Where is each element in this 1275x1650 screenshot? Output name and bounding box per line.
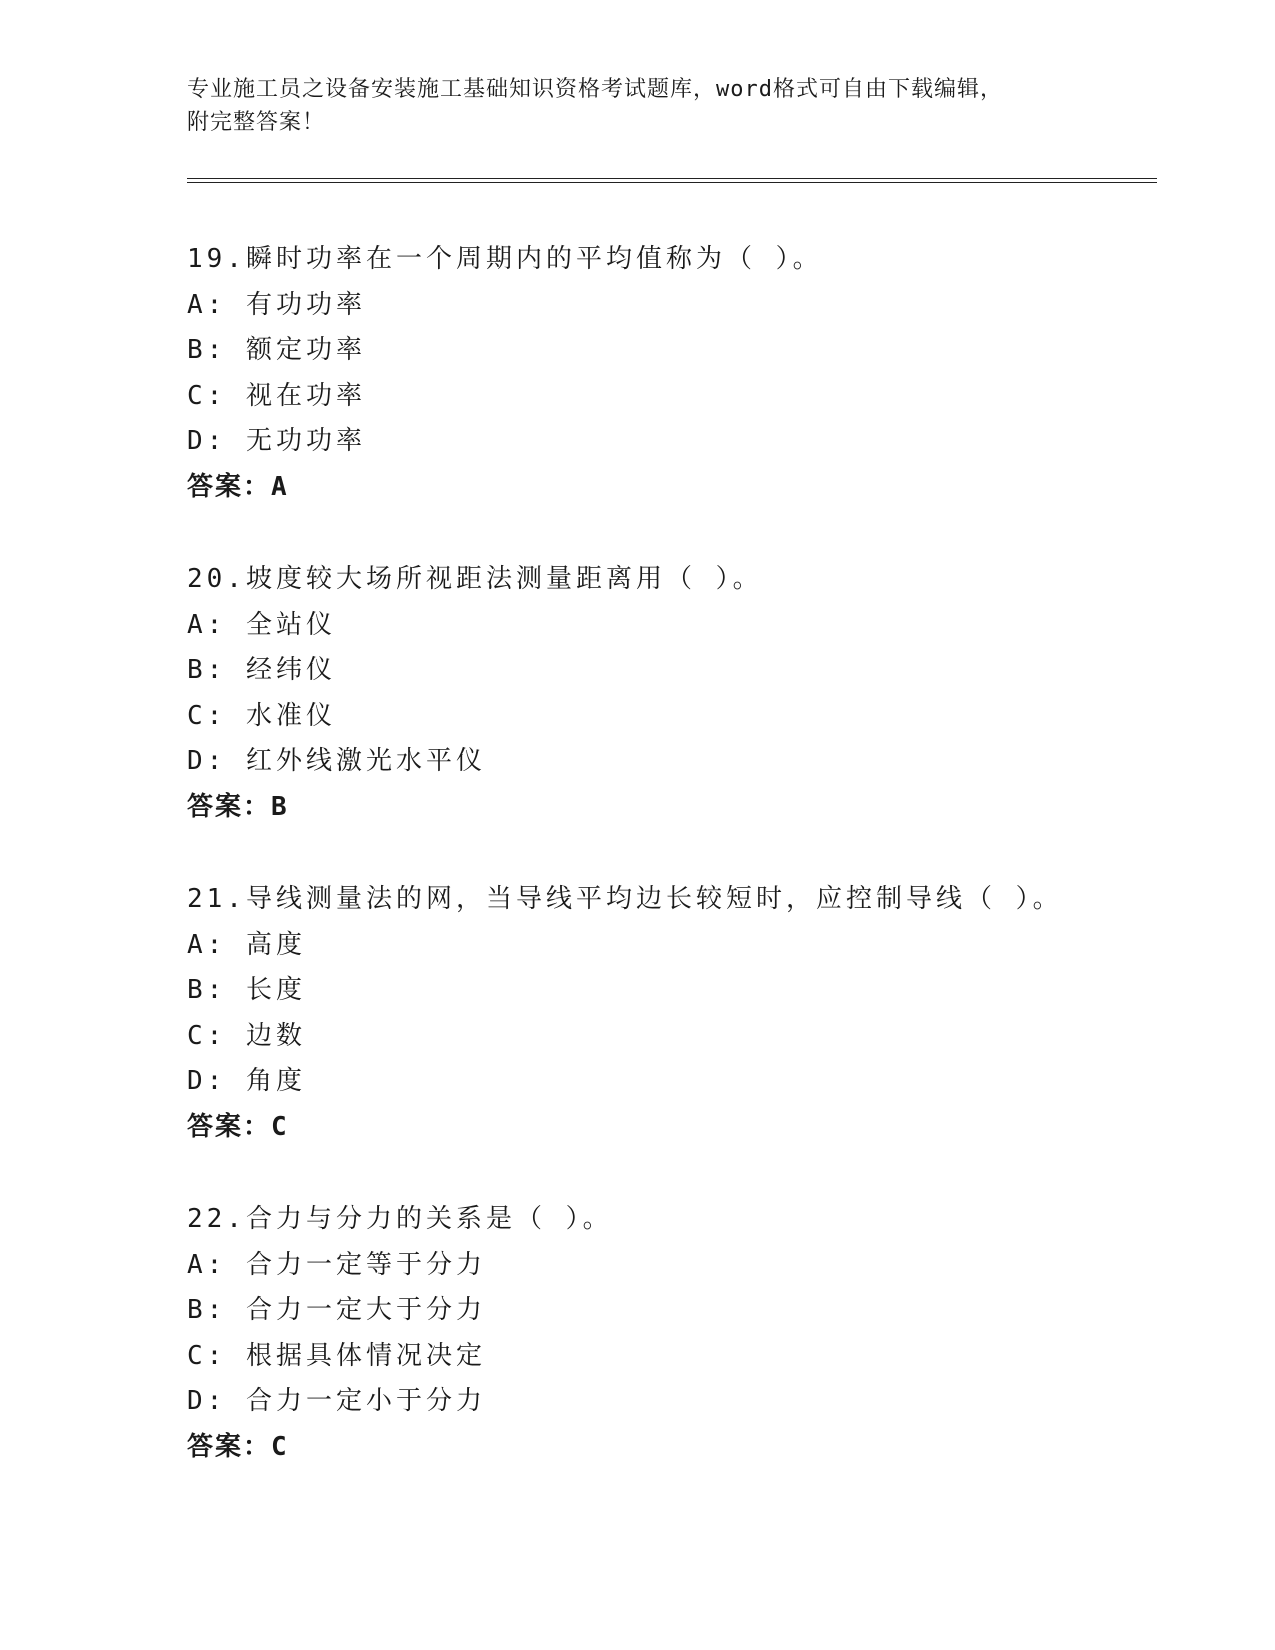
- question-21: [187, 877, 1147, 1197]
- question-stem: 22.合力与分力的关系是（ ）。: [187, 1204, 613, 1234]
- option-d: D: 无功功率: [187, 426, 366, 456]
- answer-line: 答案：C: [187, 1111, 289, 1142]
- answer-line: 答案：B: [187, 791, 289, 822]
- option-b: B: 长度: [187, 975, 306, 1005]
- option-c: C: 水准仪: [187, 700, 336, 731]
- option-b: B: 经纬仪: [187, 655, 336, 685]
- option-d: D: 角度: [187, 1066, 306, 1096]
- document-header: [187, 73, 1117, 139]
- option-a: A: 全站仪: [187, 609, 336, 640]
- document-page: [187, 0, 1157, 1650]
- option-a: A: 高度: [187, 929, 306, 960]
- question-20: [187, 557, 1147, 877]
- option-d: D: 合力一定小于分力: [187, 1386, 486, 1416]
- question-list: [187, 237, 1147, 1517]
- answer-line: 答案：A: [187, 471, 289, 502]
- option-a: A: 合力一定等于分力: [187, 1249, 486, 1280]
- option-c: C: 根据具体情况决定: [187, 1340, 486, 1371]
- question-stem: 21.导线测量法的网，当导线平均边长较短时，应控制导线（ ）。: [187, 884, 1063, 914]
- question-22: [187, 1197, 1147, 1517]
- header-line-1: 专业施工员之设备安装施工基础知识资格考试题库，word格式可自由下载编辑，: [187, 77, 1003, 102]
- option-a: A: 有功功率: [187, 289, 366, 320]
- answer-line: 答案：C: [187, 1431, 289, 1462]
- header-line-2: 附完整答案！: [187, 110, 326, 135]
- option-b: B: 合力一定大于分力: [187, 1295, 486, 1325]
- question-19: [187, 237, 1147, 557]
- question-stem: 19.瞬时功率在一个周期内的平均值称为（ ）。: [187, 244, 823, 274]
- option-c: C: 视在功率: [187, 380, 366, 411]
- option-c: C: 边数: [187, 1020, 306, 1051]
- question-stem: 20.坡度较大场所视距法测量距离用（ ）。: [187, 564, 763, 594]
- header-divider: [187, 178, 1157, 183]
- option-b: B: 额定功率: [187, 335, 366, 365]
- option-d: D: 红外线激光水平仪: [187, 746, 486, 776]
